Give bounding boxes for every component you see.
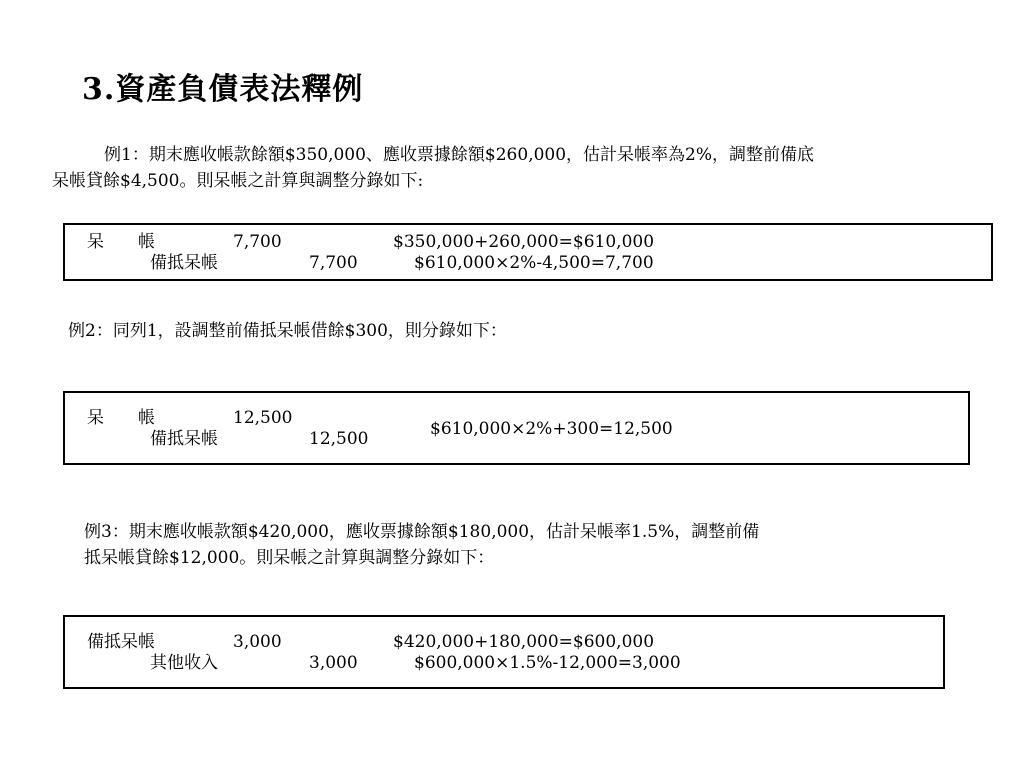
calculation-line-1: $420,000+180,000=$600,000: [393, 632, 655, 652]
debit-amount: 7,700: [233, 232, 282, 252]
credit-account: 備抵呆帳: [150, 253, 218, 273]
debit-account: 呆 帳: [87, 232, 155, 252]
calculation-line-2: $610,000×2%-4,500=7,700: [414, 253, 654, 273]
example1-line1: 例1：期末應收帳款餘額$350,000、應收票據餘額$260,000，估計呆帳率為2%，調整前備底: [104, 145, 815, 165]
page-title: 3.資產負債表法釋例: [82, 72, 364, 107]
debit-amount: 12,500: [233, 408, 293, 428]
debit-amount: 3,000: [233, 632, 282, 652]
credit-amount: 7,700: [309, 253, 358, 273]
credit-account: 備抵呆帳: [150, 429, 218, 449]
credit-amount: 3,000: [309, 653, 358, 673]
example3-journal-entry-box: [63, 615, 945, 689]
example1-journal-entry-box: [63, 223, 993, 281]
example3-line1: 例3：期末應收帳款額$420,000，應收票據餘額$180,000，估計呆帳率1.5%，調整前備: [84, 522, 760, 542]
example3-line2: 抵呆帳貸餘$12,000。則呆帳之計算與調整分錄如下：: [84, 548, 495, 568]
calculation-line-1: $350,000+260,000=$610,000: [393, 232, 655, 252]
calculation-line-1: $610,000×2%+300=12,500: [430, 419, 673, 439]
calculation-line-2: $600,000×1.5%-12,000=3,000: [414, 653, 681, 673]
debit-account: 備抵呆帳: [87, 632, 155, 652]
example2-line1: 例2：同列1，設調整前備抵呆帳借餘$300，則分錄如下：: [68, 321, 507, 341]
example2-journal-entry-box: [63, 391, 970, 465]
credit-amount: 12,500: [309, 429, 369, 449]
example1-line2: 呆帳貸餘$4,500。則呆帳之計算與調整分錄如下:: [52, 171, 424, 191]
debit-account: 呆 帳: [87, 408, 155, 428]
credit-account: 其他收入: [150, 653, 218, 673]
